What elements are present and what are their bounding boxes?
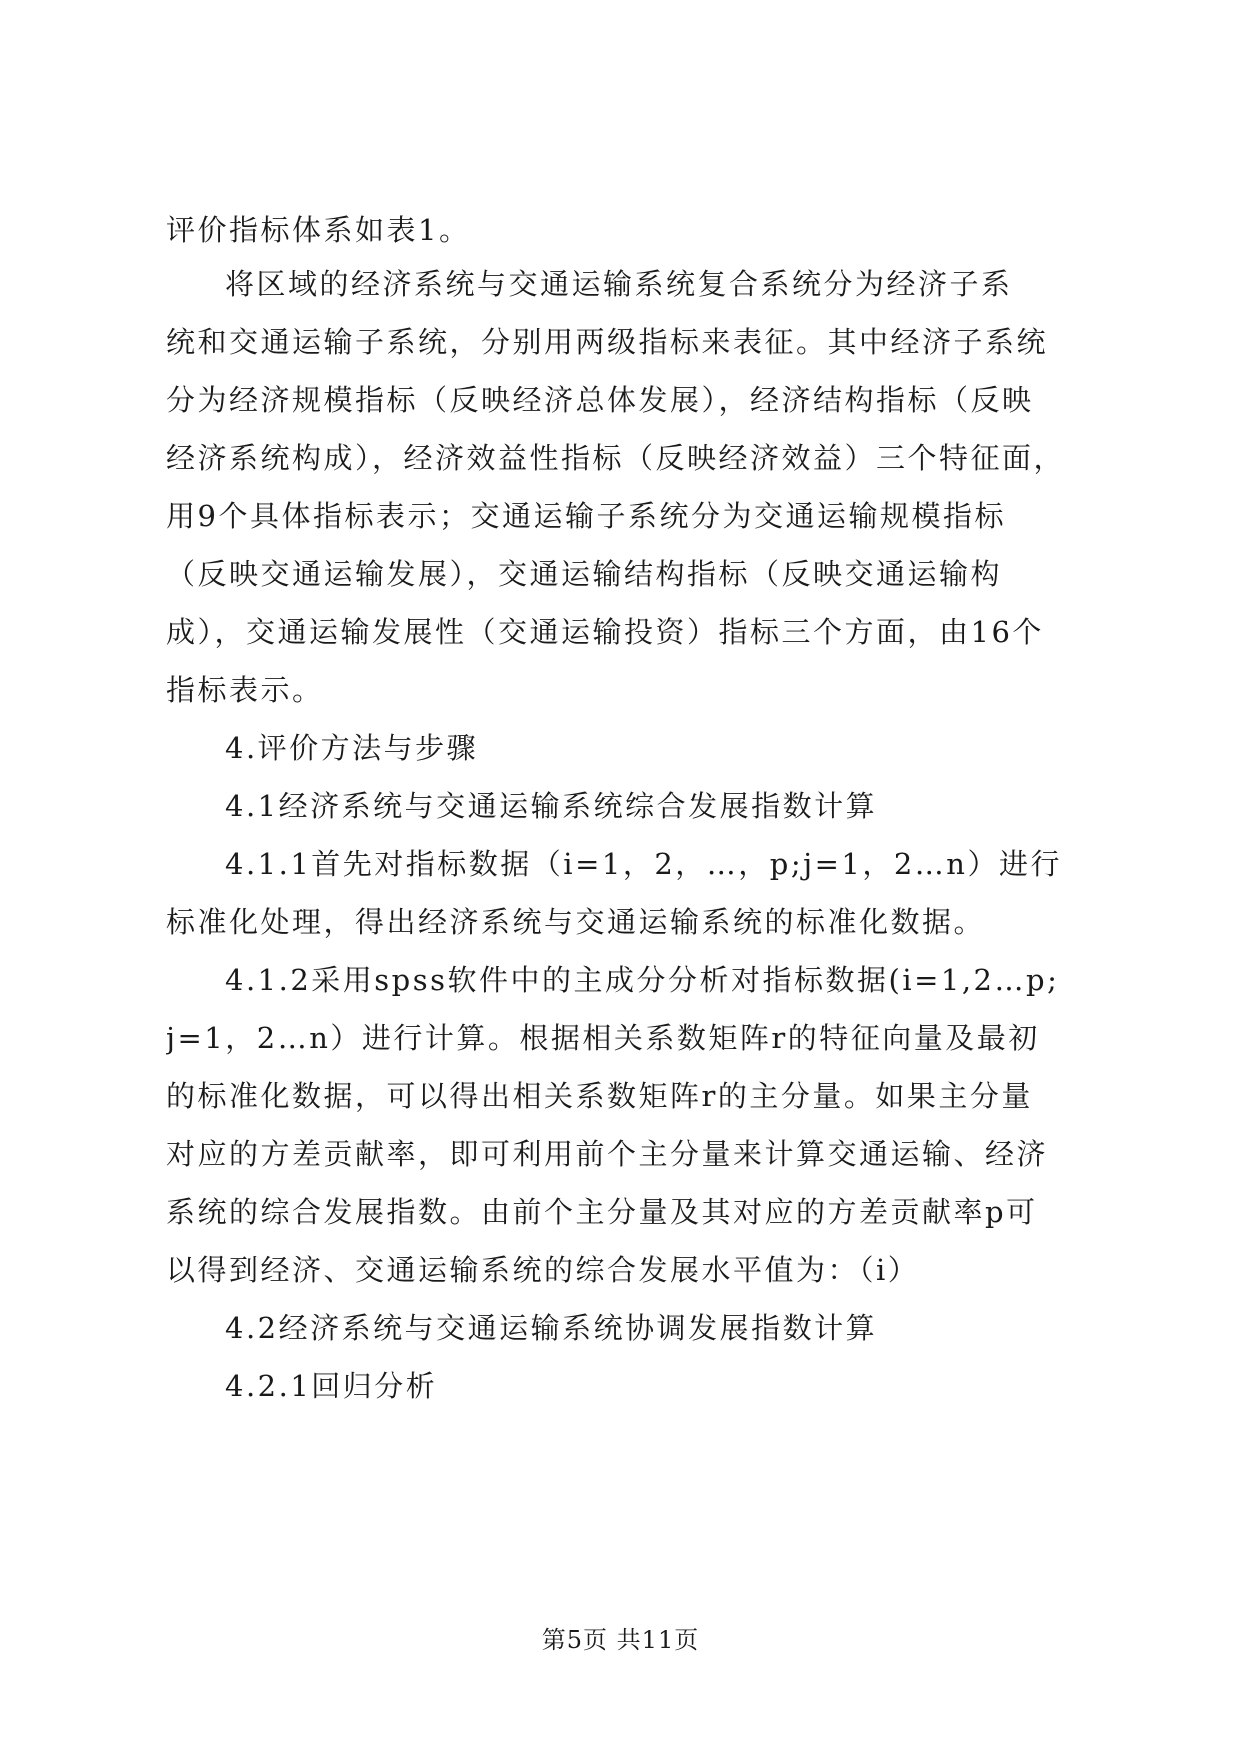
- subsection-heading: 4.2.1回归分析: [225, 1369, 438, 1403]
- section-heading: 4.评价方法与步骤: [225, 731, 479, 765]
- paragraph-first-line: 将区域的经济系统与交通运输系统复合系统分为经济子系: [225, 267, 1013, 301]
- text-line: 统和交通运输子系统，分别用两级指标来表征。其中经济子系统: [166, 325, 1049, 359]
- text-line: 用9个具体指标表示；交通运输子系统分为交通运输规模指标: [166, 499, 1006, 533]
- text-line: 以得到经济、交通运输系统的综合发展水平值为：（i）: [166, 1253, 920, 1287]
- text-line: 评价指标体系如表1。: [166, 213, 471, 247]
- text-line: 成），交通运输发展性（交通运输投资）指标三个方面，由16个: [166, 615, 1044, 649]
- text-line: j=1，2…n）进行计算。根据相关系数矩阵r的特征向量及最初: [166, 1021, 1040, 1055]
- subsection-heading: 4.2经济系统与交通运输系统协调发展指数计算: [225, 1311, 878, 1345]
- text-line: 标准化处理，得出经济系统与交通运输系统的标准化数据。: [166, 905, 986, 939]
- text-line: 指标表示。: [166, 673, 324, 707]
- text-line: （反映交通运输发展），交通运输结构指标（反映交通运输构: [166, 557, 1003, 591]
- text-line: 对应的方差贡献率，即可利用前个主分量来计算交通运输、经济: [166, 1137, 1049, 1171]
- text-line: 的标准化数据，可以得出相关系数矩阵r的主分量。如果主分量: [166, 1079, 1033, 1113]
- subsection-heading: 4.1经济系统与交通运输系统综合发展指数计算: [225, 789, 878, 823]
- paragraph-first-line: 4.1.1首先对指标数据（i=1，2，…，p;j=1，2…n）进行: [225, 847, 1062, 881]
- text-line: 系统的综合发展指数。由前个主分量及其对应的方差贡献率p可: [166, 1195, 1038, 1229]
- text-line: 经济系统构成），经济效益性指标（反映经济效益）三个特征面，: [166, 441, 1066, 475]
- paragraph-first-line: 4.1.2采用spss软件中的主成分分析对指标数据(i=1,2…p;: [225, 963, 1060, 997]
- page-number-footer: 第5页 共11页: [541, 1626, 700, 1654]
- text-line: 分为经济规模指标（反映经济总体发展），经济结构指标（反映: [166, 383, 1034, 417]
